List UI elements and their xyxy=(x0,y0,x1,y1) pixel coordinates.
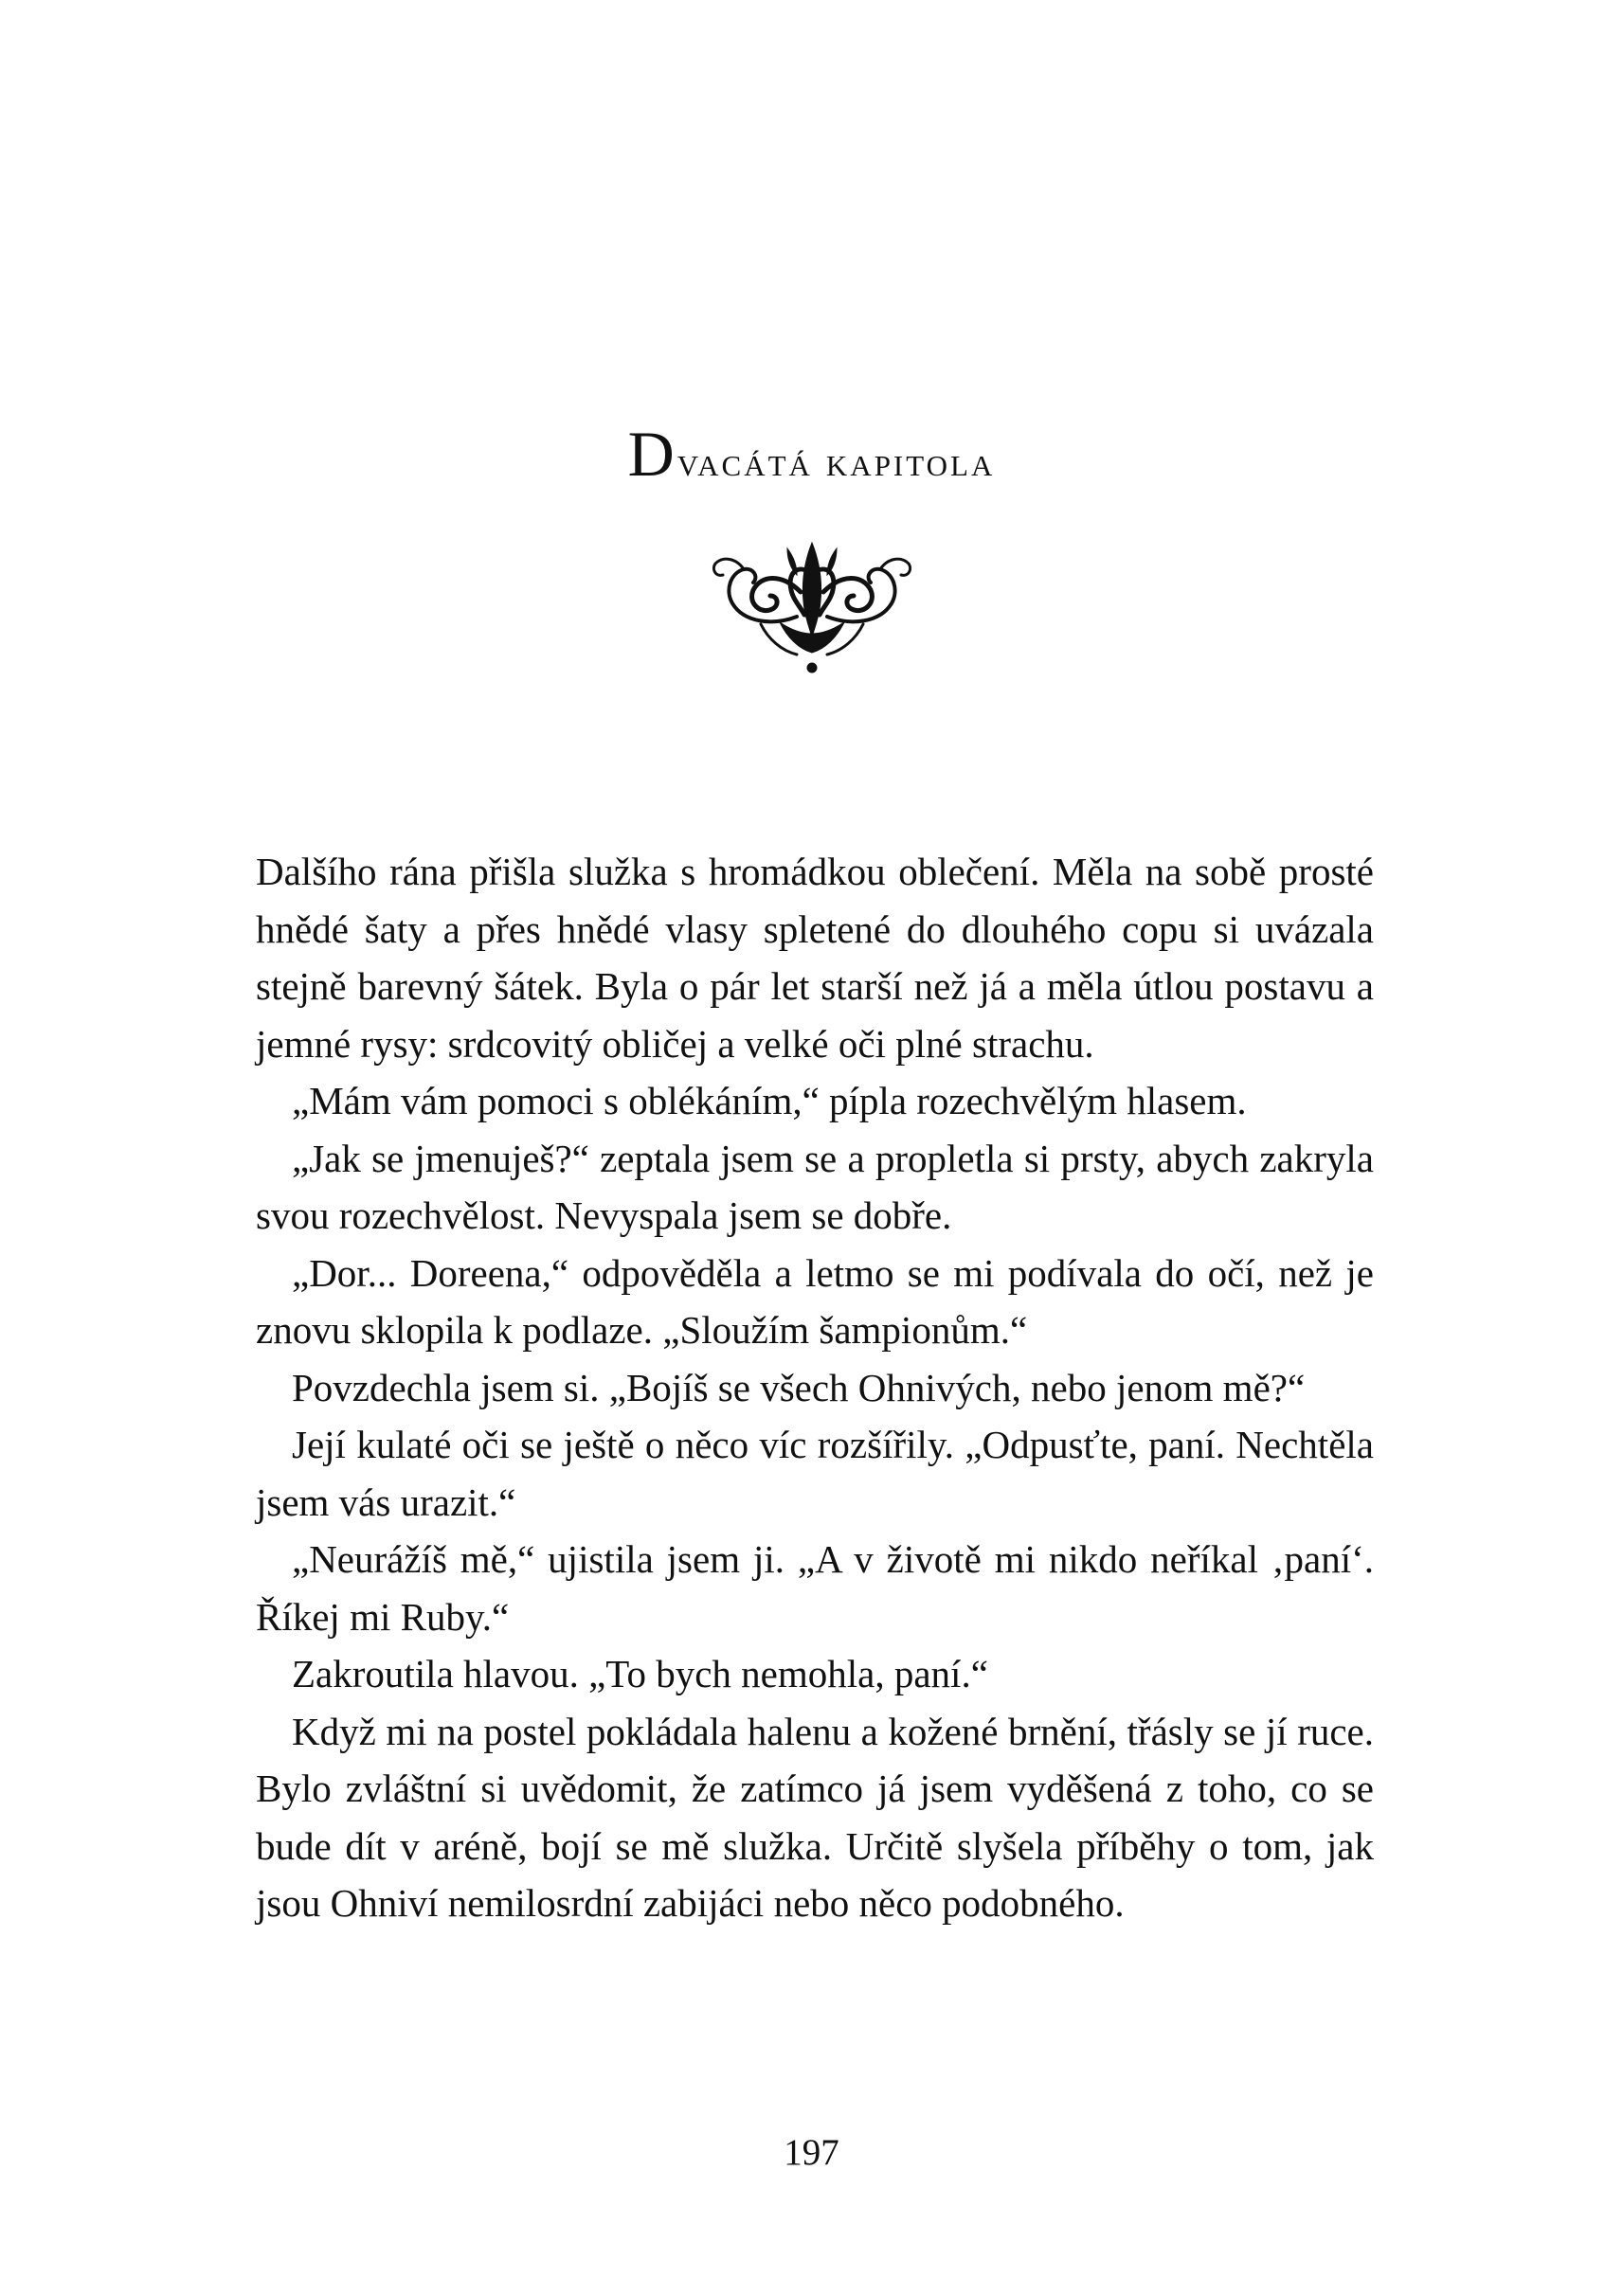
paragraph: Dalšího rána přišla služka s hromádkou oblečení. Měla na sobě prosté hnědé šaty a přes hnědé vlasy spletené do dlouhého copu si uvázala stejně barevný šátek. Byla o pár let starší než já a měla útlou postavu a jemné rysy: srdcovitý obličej a velké oči plné strachu. xyxy=(256,850,1374,1066)
body-text xyxy=(256,843,1374,1932)
fleur-de-lis-ornament-icon xyxy=(706,535,919,677)
paragraph: „Dor... Doreena,“ odpověděla a letmo se mi podívala do očí, než je znovu sklopila k podlaze. „Sloužím šampionům.“ xyxy=(256,1250,1374,1352)
paragraph: Zakroutila hlavou. „To bych nemohla, paní.“ xyxy=(292,1652,988,1695)
paragraph: Její kulaté oči se ještě o něco víc rozšířily. „Odpusťte, paní. Nechtěla jsem vás urazit.“ xyxy=(256,1423,1374,1524)
paragraph: Když mi na postel pokládala halenu a kožené brnění, třásly se jí ruce. Bylo zvláštní si uvědomit, že zatímco já jsem vyděšená z toho, co se bude dít v aréně, bojí se mě služka. Určitě slyšela příběhy o tom, jak jsou Ohniví nemilosrdní zabijáci nebo něco podobného. xyxy=(256,1709,1374,1925)
paragraph: „Jak se jmenuješ?“ zeptala jsem se a propletla si prsty, abych zakryla svou rozechvělost. Nevyspala jsem se dobře. xyxy=(256,1136,1374,1237)
chapter-title-rest: vacátá kapitola xyxy=(676,439,996,485)
page-number: 197 xyxy=(784,2132,839,2173)
chapter-title-initial: D xyxy=(627,418,677,490)
paragraph: „Mám vám pomoci s oblékáním,“ pípla rozechvělým hlasem. xyxy=(292,1079,1247,1122)
chapter-title xyxy=(0,417,1623,492)
paragraph: „Neurážíš mě,“ ujistila jsem ji. „A v životě mi nikdo neříkal ‚paní‘. Říkej mi Ruby.“ xyxy=(256,1537,1374,1639)
paragraph: Povzdechla jsem si. „Bojíš se všech Ohnivých, nebo jenom mě?“ xyxy=(292,1365,1306,1409)
